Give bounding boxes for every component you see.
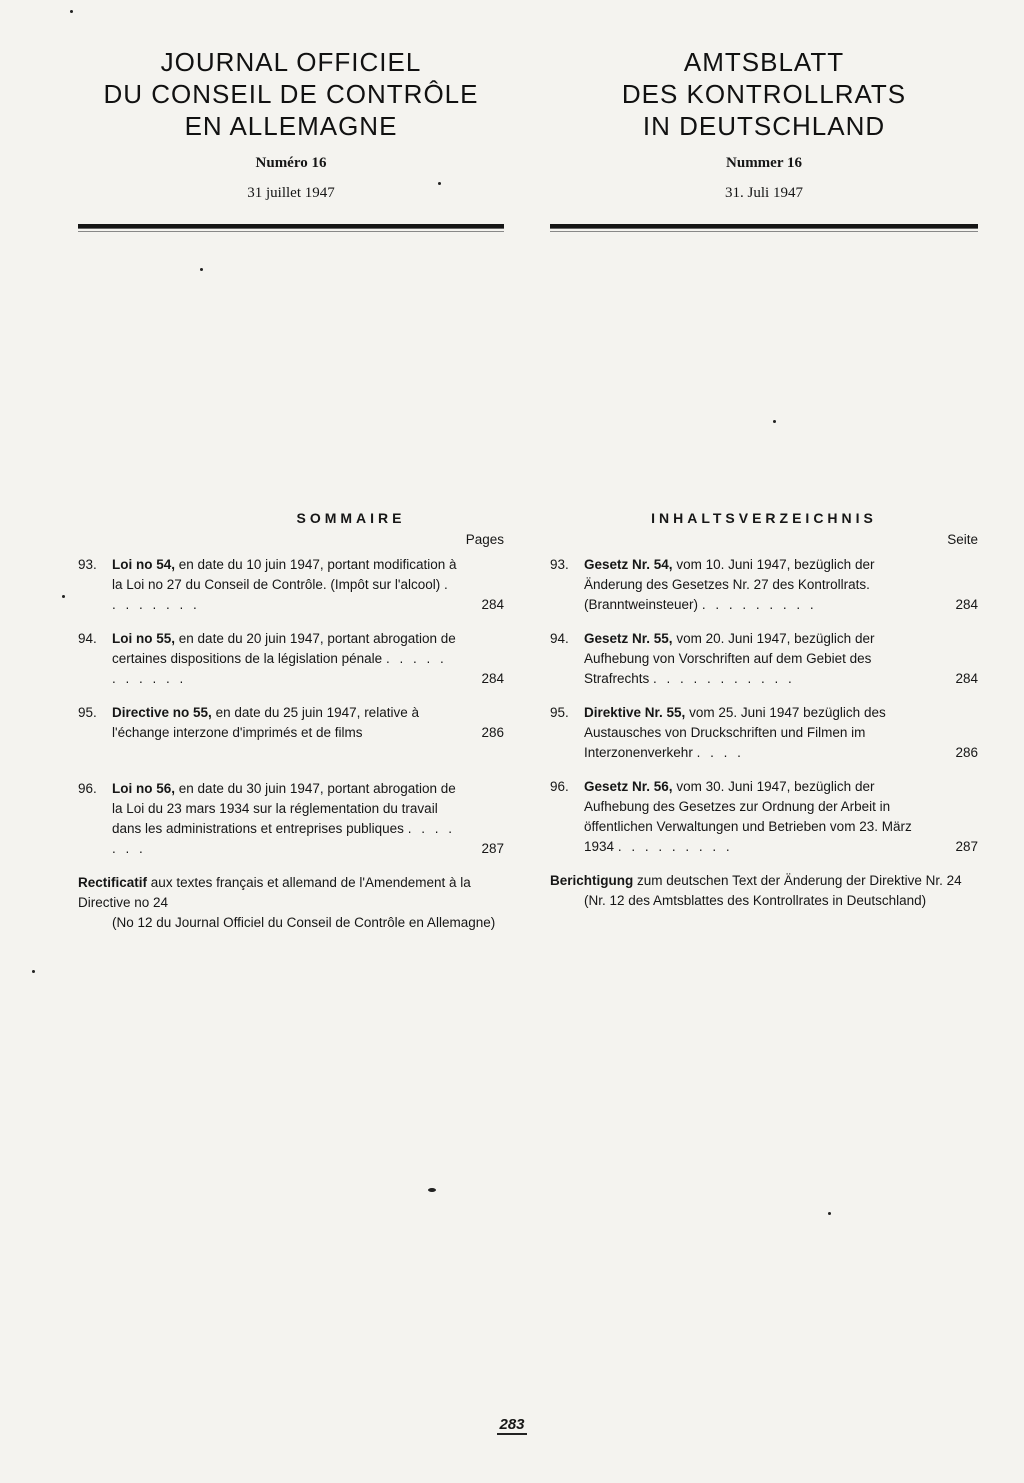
note-lead: Rectificatif xyxy=(78,875,148,890)
scan-speck xyxy=(200,268,203,271)
german-entry-93: 93. Gesetz Nr. 54, vom 10. Juni 1947, bezüglich der Änderung des Gesetzes Nr. 27 des Kontrollrats. (Branntweinsteuer) . . . . . . . . . 284 xyxy=(550,555,978,615)
french-contents-heading: SOMMAIRE xyxy=(296,510,406,526)
scan-speck xyxy=(428,1188,436,1192)
entry-text: vom 20. Juni 1947, bezüglich der Aufhebung von Vorschriften auf dem Gebiet des Strafrechts xyxy=(584,631,875,686)
entry-page: 287 xyxy=(481,841,504,856)
page-number xyxy=(0,1416,1024,1433)
entry-number: 96. xyxy=(78,781,97,796)
german-masthead xyxy=(550,46,978,202)
german-title-line-2: DES KONTROLLRATS xyxy=(621,79,907,109)
german-entry-94: 94. Gesetz Nr. 55, vom 20. Juni 1947, bezüglich der Aufhebung von Vorschriften auf dem Gebiet des Strafrechts . . . . . . . . . . . 284 xyxy=(550,629,978,689)
entry-page: 286 xyxy=(955,745,978,760)
german-contents xyxy=(550,510,978,911)
french-entry-95 xyxy=(78,703,504,743)
german-entry-95: 95. Direktive Nr. 55, vom 25. Juni 1947 bezüglich des Austausches von Druckschriften und Filmen im Interzonenverkehr . . . . 286 xyxy=(550,703,978,763)
page-number-text: 283 xyxy=(499,1416,525,1433)
french-issue-date: 31 juillet 1947 xyxy=(247,185,335,201)
french-title-line-3: EN ALLEMAGNE xyxy=(184,111,398,141)
german-entry-96: 96. Gesetz Nr. 56, vom 30. Juni 1947, bezüglich der Aufhebung des Gesetzes zur Ordnung der Arbeit in öffentlichen Verwaltungen und Betrieben vom 23. März 1934 . . . . . . . . . 287 xyxy=(550,777,978,857)
german-issue-date: 31. Juli 1947 xyxy=(725,185,803,201)
entry-lead: Gesetz Nr. 54, xyxy=(584,557,673,572)
entry-page: 284 xyxy=(955,671,978,686)
entry-lead: Loi no 55, xyxy=(112,631,176,646)
french-masthead xyxy=(78,46,504,202)
scan-speck xyxy=(70,10,73,13)
entry-text: en date du 10 juin 1947, portant modification à la Loi no 27 du Conseil de Contrôle. (Impôt sur l'alcool) xyxy=(112,557,457,592)
entry-text: vom 25. Juni 1947 bezüglich des Austausches von Druckschriften und Filmen im Interzonenverkehr xyxy=(584,705,886,760)
entry-number: 96. xyxy=(550,779,569,794)
german-contents-heading: INHALTSVERZEICHNIS xyxy=(651,510,877,526)
german-title-line-3: IN DEUTSCHLAND xyxy=(642,111,886,141)
entry-lead: Directive no 55, xyxy=(112,705,212,720)
german-corrigendum xyxy=(550,871,978,911)
scan-speck xyxy=(32,970,35,973)
entry-lead: Gesetz Nr. 56, xyxy=(584,779,673,794)
french-page-label: Pages xyxy=(465,532,504,547)
scan-speck xyxy=(828,1212,831,1215)
note-text: aux textes français et allemand de l'Amendement à la Directive no 24 xyxy=(78,875,471,910)
entry-page: 284 xyxy=(481,597,504,612)
german-entries xyxy=(550,555,978,857)
note-reference: (No 12 du Journal Officiel du Conseil de Contrôle en Allemagne) xyxy=(112,915,496,930)
french-title xyxy=(78,46,504,142)
entry-number: 94. xyxy=(550,631,569,646)
entry-number: 95. xyxy=(78,705,97,720)
entry-text: en date du 20 juin 1947, portant abrogation de certaines dispositions de la législation pénale xyxy=(112,631,456,666)
entry-lead: Loi no 54, xyxy=(112,557,176,572)
entry-page: 284 xyxy=(481,671,504,686)
french-entry-94: 94. Loi no 55, en date du 20 juin 1947, portant abrogation de certaines dispositions de la législation pénale . . . . . . . . . . . 284 xyxy=(78,629,504,689)
scan-speck xyxy=(62,595,65,598)
entry-text: vom 30. Juni 1947, bezüglich der Aufhebung des Gesetzes zur Ordnung der Arbeit in öffentlichen Verwaltungen und Betrieben vom 23. März 1934 xyxy=(584,779,912,854)
scan-speck xyxy=(438,182,441,185)
german-page-label: Seite xyxy=(947,532,978,547)
note-lead: Berichtigung xyxy=(550,873,634,888)
entry-number: 95. xyxy=(550,705,569,720)
french-header-rule xyxy=(78,224,504,229)
note-text: zum deutschen Text der Änderung der Direktive Nr. 24 xyxy=(637,873,962,888)
entry-text: en date du 25 juin 1947, relative à l'échange interzone d'imprimés et de films xyxy=(112,705,419,740)
french-corrigendum xyxy=(78,873,504,933)
note-reference: (Nr. 12 des Amtsblattes des Kontrollrates in Deutschland) xyxy=(584,893,927,908)
french-title-line-1: JOURNAL OFFICIEL xyxy=(160,47,422,77)
german-header-rule xyxy=(550,224,978,229)
french-issue-number: Numéro 16 xyxy=(255,155,327,171)
entry-lead: Loi no 56, xyxy=(112,781,176,796)
german-title-line-1: AMTSBLATT xyxy=(683,47,845,77)
entry-text: vom 10. Juni 1947, bezüglich der Änderung des Gesetzes Nr. 27 des Kontrollrats. (Branntweinsteuer) xyxy=(584,557,875,612)
french-entry-96: 96. Loi no 56, en date du 30 juin 1947, portant abrogation de la Loi du 23 mars 1934 sur la réglementation du travail dans les administrations et entreprises publiques . . . . . . . 287 xyxy=(78,779,504,859)
scan-speck xyxy=(773,420,776,423)
french-contents xyxy=(78,510,504,933)
entry-number: 94. xyxy=(78,631,97,646)
entry-lead: Gesetz Nr. 55, xyxy=(584,631,673,646)
entry-lead: Direktive Nr. 55, xyxy=(584,705,686,720)
french-entries xyxy=(78,555,504,859)
german-issue-number: Nummer 16 xyxy=(726,155,802,171)
entry-number: 93. xyxy=(78,557,97,572)
german-title xyxy=(550,46,978,142)
french-entry-93: 93. Loi no 54, en date du 10 juin 1947, portant modification à la Loi no 27 du Conseil de Contrôle. (Impôt sur l'alcool) . . . . . . . . 284 xyxy=(78,555,504,615)
entry-text: en date du 30 juin 1947, portant abrogation de la Loi du 23 mars 1934 sur la réglementation du travail dans les administrations et entreprises publiques xyxy=(112,781,456,836)
entry-number: 93. xyxy=(550,557,569,572)
entry-page: 287 xyxy=(955,839,978,854)
entry-page: 286 xyxy=(481,725,504,740)
entry-page: 284 xyxy=(955,597,978,612)
french-title-line-2: DU CONSEIL DE CONTRÔLE xyxy=(103,79,479,109)
